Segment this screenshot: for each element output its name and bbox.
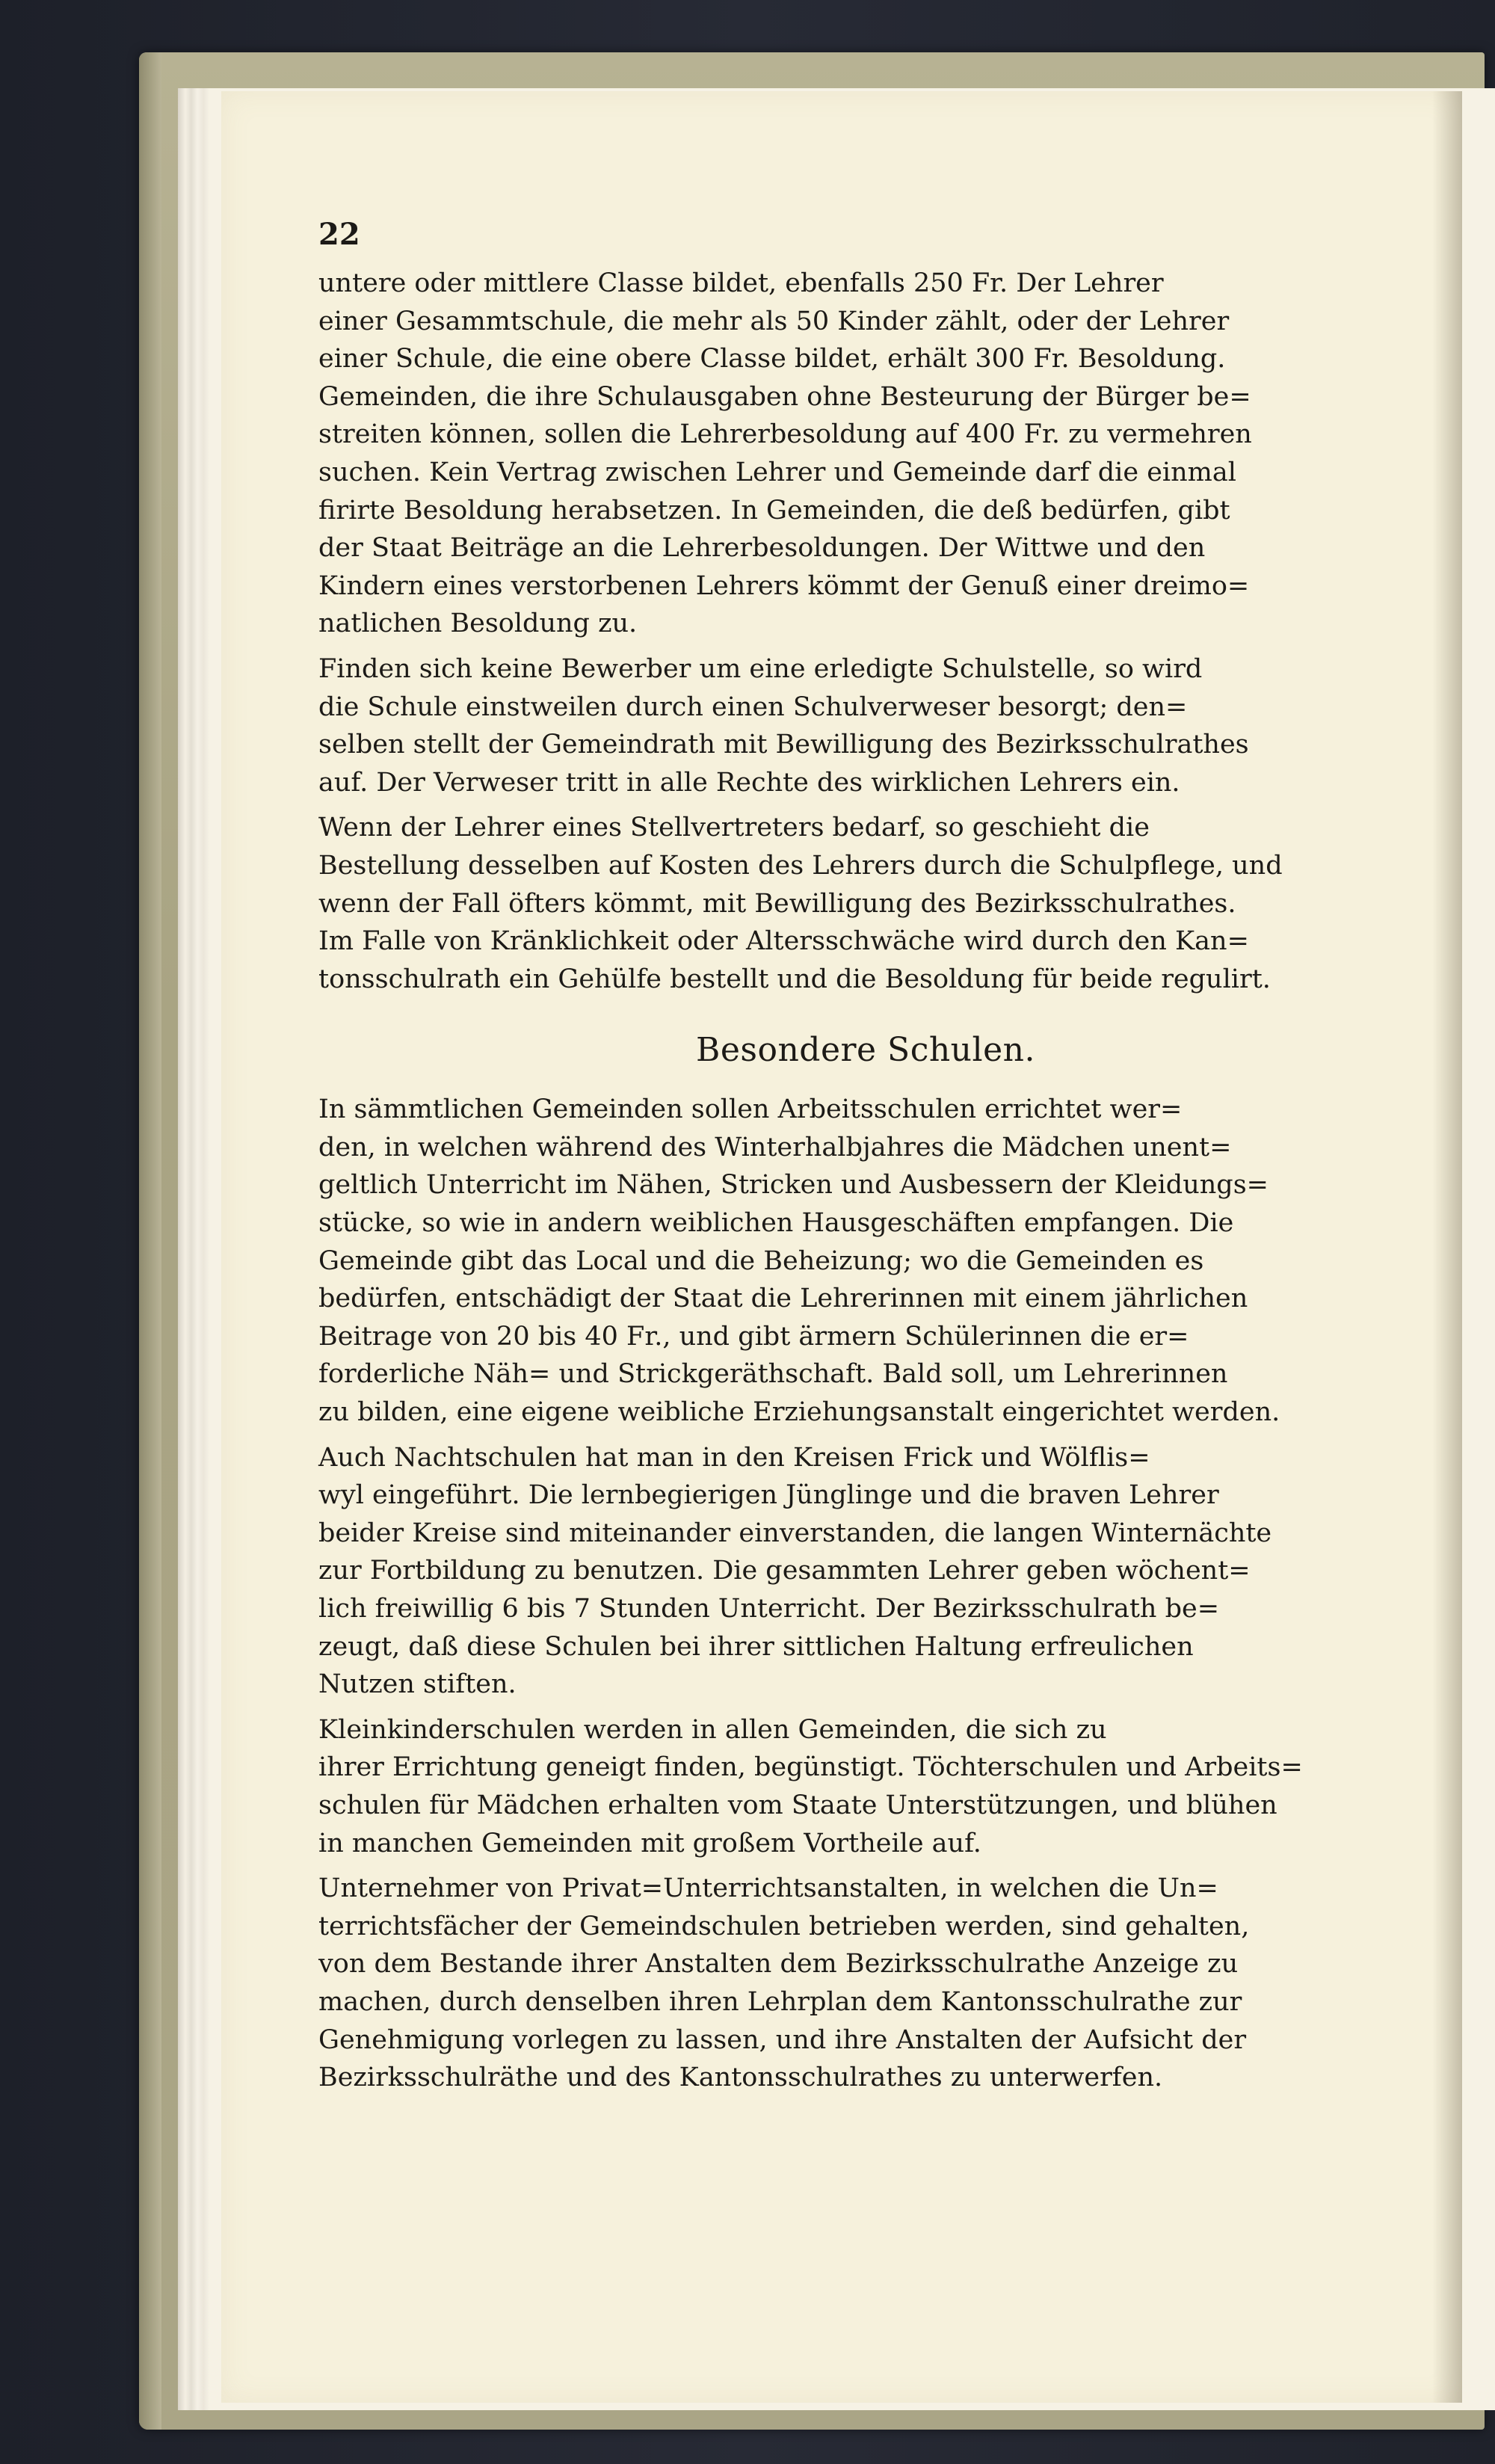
paragraph-infant-schools: Kleinkinderschulen werden in allen Gemeinden, die sich zu ihrer Errichtung geneigt finden, begünstigt. Töchterschulen und Arbeits= schulen für Mädchen erhalten vom Staate Unterstützungen, und blühen in manchen Gemeinden mit großem Vortheile auf. <box>318 1714 1303 1858</box>
page-body <box>318 265 1413 2097</box>
paragraph-salary: untere oder mittlere Classe bildet, ebenfalls 250 Fr. Der Lehrer einer Gesammtschule, die mehr als 50 Kinder zählt, oder der Lehrer einer Schule, die eine obere Classe bildet, erhält 300 Fr. Besoldung. Gemeinden, die ihre Schulausgaben ohne Besteurung der Bürger be= streiten können, sollen die Lehrerbesoldung auf 400 Fr. zu vermehren suchen. Kein Vertrag zwischen Lehrer und Gemeinde darf die einmal firirte Besoldung herabsetzen. In Gemeinden, die deß bedürfen, gibt der Staat Beiträge an die Lehrerbesoldungen. Der Wittwe und den Kindern eines verstorbenen Lehrers kömmt der Genuß einer dreimo= natlichen Besoldung zu. <box>318 268 1252 639</box>
paragraph-private-schools: Unternehmer von Privat=Unterrichtsanstalten, in welchen die Un= terrichtsfächer der Gemeindschulen betrieben werden, sind gehalten, von dem Bestande ihrer Anstalten dem Bezirksschulrathe Anzeige zu machen, durch denselben ihren Lehrplan dem Kantonsschulrathe zur Genehmigung vorlegen zu lassen, und ihre Anstalten der Aufsicht der Bezirksschulräthe und des Kantonsschulrathes zu unterwerfen. <box>318 1873 1250 2093</box>
paragraph-work-schools: In sämmtlichen Gemeinden sollen Arbeitsschulen errichtet wer= den, in welchen während des Winterhalbjahres die Mädchen unent= geltlich Unterricht im Nähen, Stricken und Ausbessern der Kleidungs= stücke, so wie in andern weiblichen Hausgeschäften empfangen. Die Gemeinde gibt das Local und die Beheizung; wo die Gemeinden es bedürfen, entschädigt der Staat die Lehrerinnen mit einem jährlichen Beitrage von 20 bis 40 Fr., und gibt ärmern Schülerinnen die er= forderliche Näh= und Strickgeräthschaft. Bald soll, um Lehrerinnen zu bilden, eine eigene weibliche Erziehungsanstalt eingerichtet werden. <box>318 1094 1280 1428</box>
section-heading: Besondere Schulen. <box>696 1031 1035 1070</box>
book-cover-edge <box>139 52 161 2430</box>
page-gutter-shadow <box>1432 91 1462 2403</box>
paragraph-substitute: Wenn der Lehrer eines Stellvertreters bedarf, so geschieht die Bestellung desselben auf Kosten des Lehrers durch die Schulpflege, und wenn der Fall öfters kömmt, mit Bewilligung des Bezirksschulrathes. Im Falle von Kränklichkeit oder Altersschwäche wird durch den Kan= tonsschulrath ein Gehülfe bestellt und die Besoldung für beide regulirt. <box>318 813 1283 994</box>
page-number: 22 <box>318 217 360 252</box>
paragraph-school-administrator: Finden sich keine Bewerber um eine erledigte Schulstelle, so wird die Schule einstweilen durch einen Schulverweser besorgt; den= selben stellt der Gemeindrath mit Bewilligung des Bezirksschulrathes auf. Der Verweser tritt in alle Rechte des wirklichen Lehrers ein. <box>318 653 1249 798</box>
paragraph-night-schools: Auch Nachtschulen hat man in den Kreisen Frick und Wölflis= wyl eingeführt. Die lernbegierigen Jünglinge und die braven Lehrer beider Kreise sind miteinander einverstanden, die langen Winternächte zur Fortbildung zu benutzen. Die gesammten Lehrer geben wöchent= lich freiwillig 6 bis 7 Stunden Unterricht. Der Bezirksschulrath be= zeugt, daß diese Schulen bei ihrer sittlichen Haltung erfreulichen Nutzen stiften. <box>318 1442 1272 1700</box>
book-page <box>221 91 1462 2403</box>
